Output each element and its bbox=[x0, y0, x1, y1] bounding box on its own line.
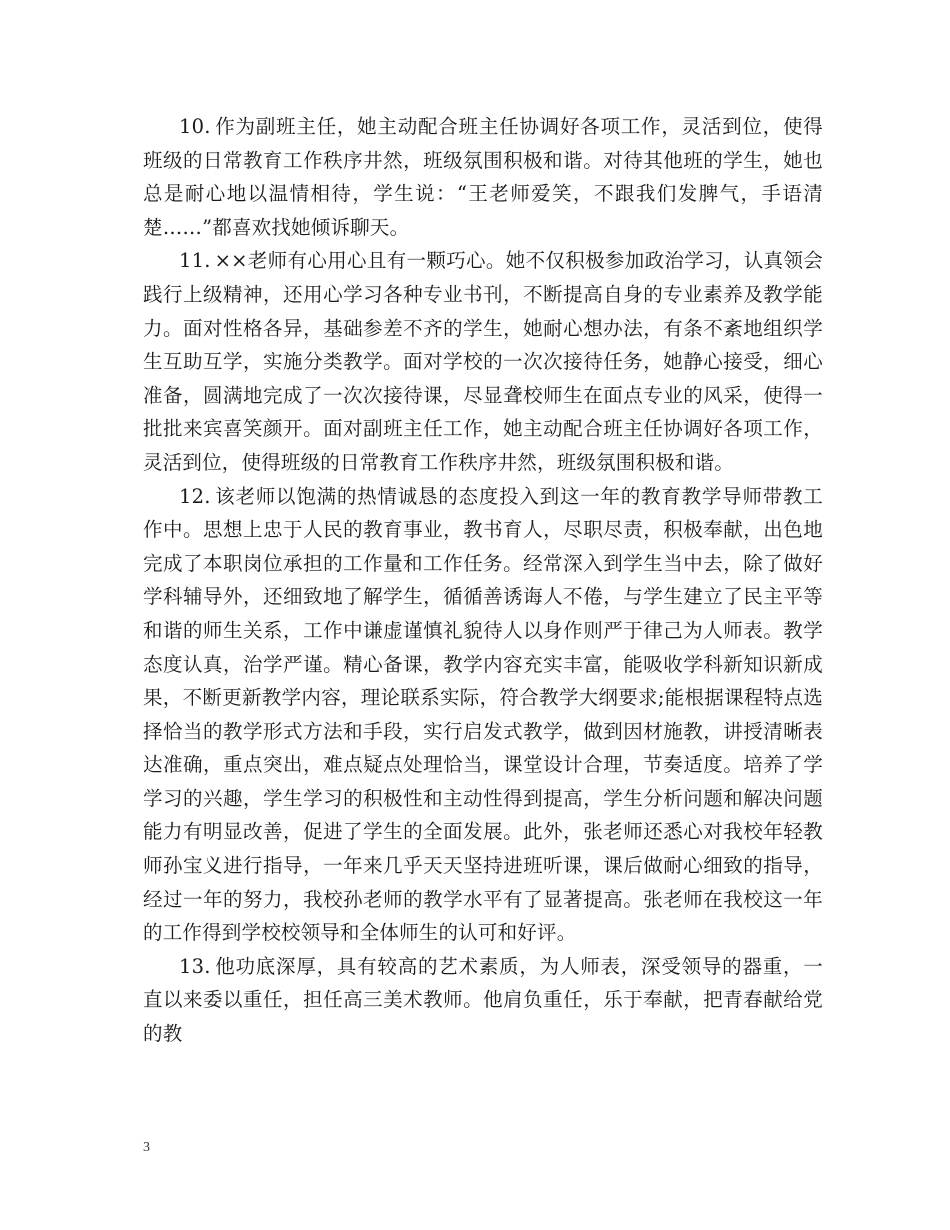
paragraph-10 bbox=[143, 110, 823, 244]
paragraph-12 bbox=[143, 480, 823, 950]
page-number: 3 bbox=[143, 1140, 150, 1155]
paragraph-text: 他功底深厚，具有较高的艺术素质，为人师表，深受领导的器重，一直以来委以重任，担任高三美术教师。他肩负重任，乐于奉献，把青春献给党的教 bbox=[143, 954, 823, 1046]
paragraph-number: 12. bbox=[179, 484, 211, 508]
paragraph-text: ××老师有心用心且有一颗巧心。她不仅积极参加政治学习，认真领会践行上级精神，还用心学习各种专业书刊，不断提高自身的专业素养及教学能力。面对性格各异，基础参差不齐的学生，她耐心想办法，有条不紊地组织学生互助互学，实施分类教学。面对学校的一次次接待任务，她静心接受，细心准备，圆满地完成了一次次接待课，尽显聋校师生在面点专业的风采，使得一批批来宾喜笑颜开。面对副班主任工作，她主动配合班主任协调好各项工作，灵活到位，使得班级的日常教育工作秩序井然，班级氛围积极和谐。 bbox=[143, 249, 823, 474]
paragraph-number: 11. bbox=[179, 249, 211, 273]
paragraph-number: 13. bbox=[179, 954, 211, 978]
document-body bbox=[143, 110, 823, 1051]
paragraph-text: 作为副班主任，她主动配合班主任协调好各项工作，灵活到位，使得班级的日常教育工作秩序井然，班级氛围积极和谐。对待其他班的学生，她也总是耐心地以温情相待，学生说：“王老师爱笑，不跟我们发脾气，手语清楚……”都喜欢找她倾诉聊天。 bbox=[143, 115, 823, 239]
paragraph-text: 该老师以饱满的热情诚恳的态度投入到这一年的教育教学导师带教工作中。思想上忠于人民的教育事业，教书育人，尽职尽责，积极奉献，出色地完成了本职岗位承担的工作量和工作任务。经常深入到学生当中去，除了做好学科辅导外，还细致地了解学生，循循善诱诲人不倦，与学生建立了民主平等和谐的师生关系，工作中谦虚谨慎礼貌待人以身作则严于律己为人师表。教学态度认真，治学严谨。精心备课，教学内容充实丰富，能吸收学科新知识新成果，不断更新教学内容，理论联系实际，符合教学大纲要求;能根据课程特点选择恰当的教学形式方法和手段，实行启发式教学，做到因材施教，讲授清晰表达准确，重点突出，难点疑点处理恰当，课堂设计合理，节奏适度。培养了学学习的兴趣，学生学习的积极性和主动性得到提高，学生分析问题和解决问题能力有明显改善，促进了学生的全面发展。此外，张老师还悉心对我校年轻教师孙宝义进行指导，一年来几乎天天坚持进班听课，课后做耐心细致的指导，经过一年的努力，我校孙老师的教学水平有了显著提高。张老师在我校这一年的工作得到学校校领导和全体师生的认可和好评。 bbox=[143, 484, 823, 945]
paragraph-number: 10. bbox=[179, 115, 211, 138]
paragraph-11 bbox=[143, 244, 823, 479]
paragraph-13 bbox=[143, 950, 823, 1051]
